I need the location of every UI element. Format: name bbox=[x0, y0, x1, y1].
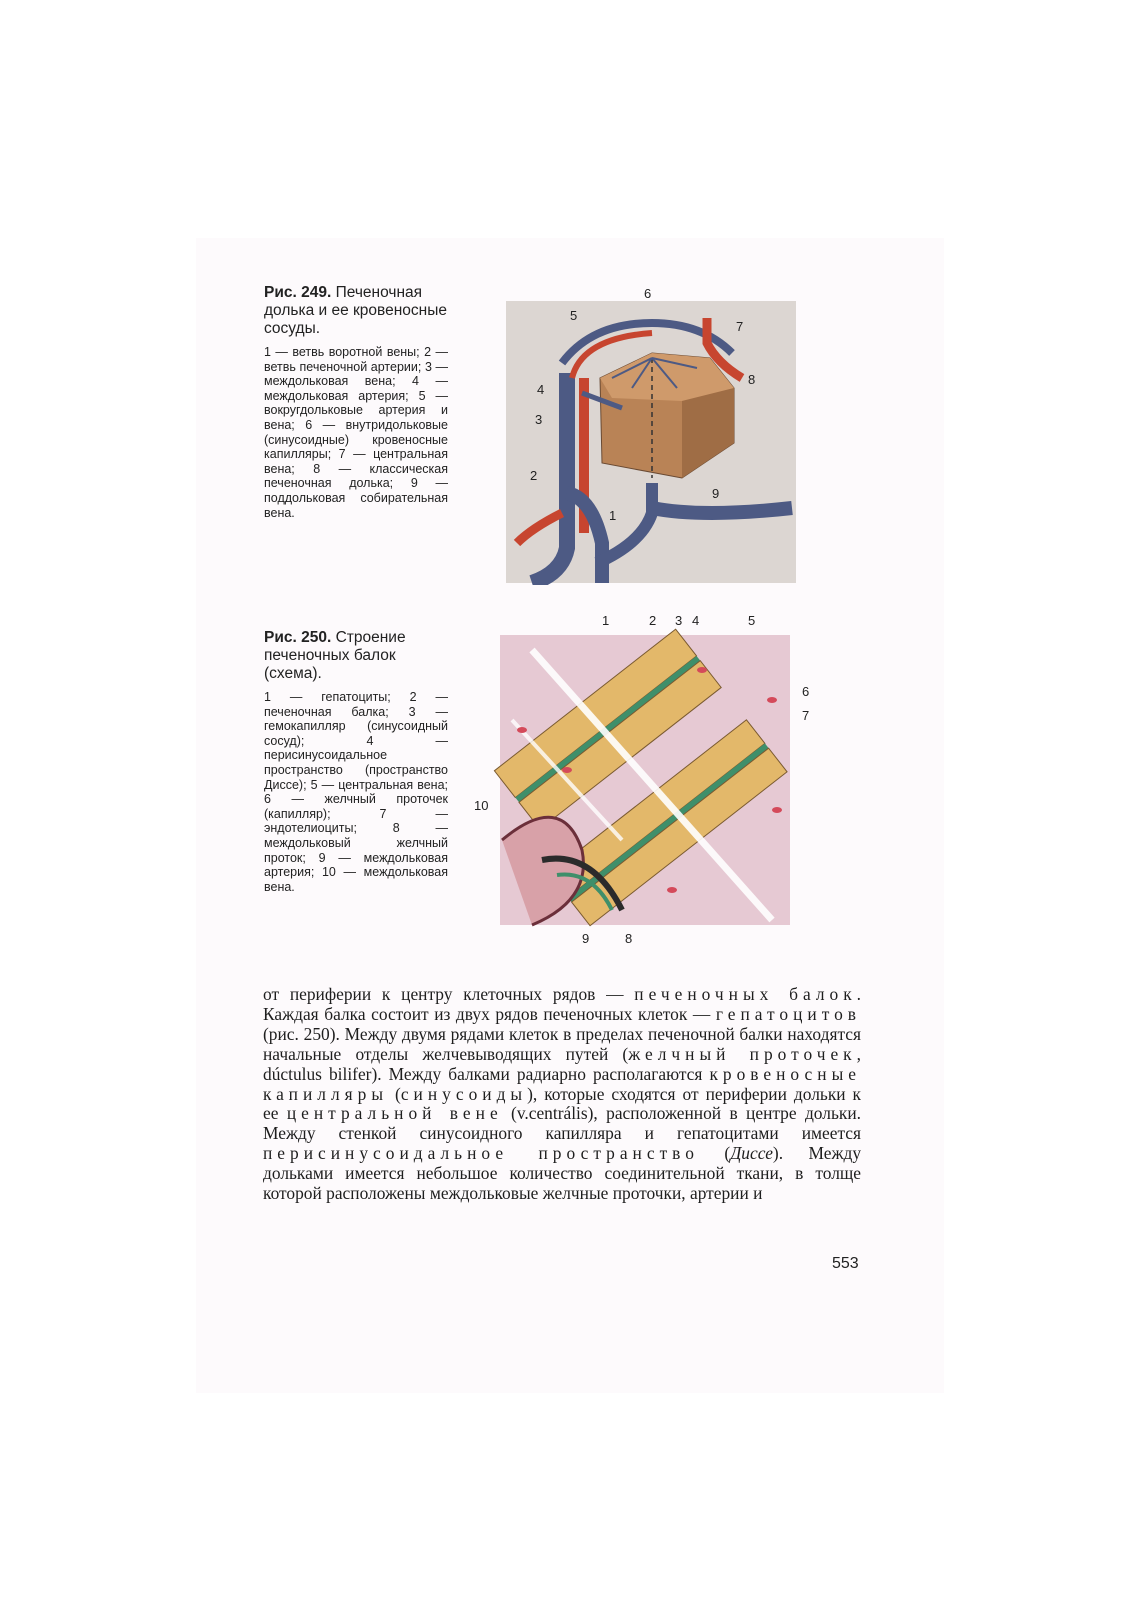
fig249-callout-2: 2 bbox=[530, 468, 538, 483]
body-paragraph bbox=[263, 985, 861, 1204]
term-disse: Диссе bbox=[730, 1143, 773, 1164]
fig250-callout-2: 2 bbox=[649, 613, 657, 628]
term-perisinusoidalnoe-prostranstvo: перисинусоидальное пространство bbox=[263, 1143, 699, 1164]
fig249-callout-4: 4 bbox=[537, 382, 545, 397]
term-centralnaya-vena: центральной вене bbox=[286, 1103, 503, 1124]
fig249-caption bbox=[264, 284, 448, 520]
term-sinusoidy: синусоиды bbox=[400, 1083, 528, 1104]
fig249-callout-5: 5 bbox=[570, 308, 578, 323]
fig250-legend: 1 — гепатоциты; 2 — печеночная балка; 3 — гемокапилляр (синусоидный сосуд); 4 — перисинусоидальное пространство (пространство Диссе); 5 — центральная вена; 6 — желчный проточек (капилляр); 7 — эндотелиоциты; 8 — междольковый желчный проток; 9 — междольковая артерия; 10 — междольковая вена. bbox=[264, 690, 448, 894]
body-text-6: ), которые сходятся от периферии дольки к ее bbox=[263, 1083, 862, 1124]
fig249-callout-7: 7 bbox=[736, 319, 744, 334]
body-text-8: ( bbox=[698, 1143, 731, 1164]
fig249-label: Рис. 249. bbox=[264, 284, 332, 301]
body-text-3: (рис. 250). Между двумя рядами клеток в пределах печеночной балки находятся начальные отделы желчевыводящих путей ( bbox=[263, 1023, 861, 1064]
fig250-title-block bbox=[264, 629, 448, 683]
term-gepatocity: гепатоцитов bbox=[715, 1003, 861, 1024]
fig250-callout-9: 9 bbox=[582, 931, 590, 946]
fig250-callout-3: 3 bbox=[675, 613, 683, 628]
fig249-illustration bbox=[502, 283, 798, 585]
body-text-1: от периферии к центру клеточных рядов — bbox=[263, 984, 635, 1004]
fig249-legend: 1 — ветвь воротной вены; 2 — ветвь печеночной артерии; 3 — междольковая вена; 4 — междольковая артерия; 5 — вокругдольковые артерия и вена; 6 — внутридольковые (синусоидные) кровеносные капилляры; 7 — центральная вена; 8 — классическая печеночная долька; 9 — поддольковая собирательная вена. bbox=[264, 345, 448, 520]
fig250-callout-6: 6 bbox=[802, 684, 810, 699]
body-text-2: . Каждая балка состоит из двух рядов печеночных клеток — bbox=[263, 984, 861, 1024]
fig250-callout-5: 5 bbox=[748, 613, 756, 628]
fig250-callout-10: 10 bbox=[474, 798, 489, 813]
fig250-callout-1: 1 bbox=[602, 613, 610, 628]
page-number: 553 bbox=[832, 1255, 859, 1272]
body-text-4: , dúctulus bilifer). Между балками радиарно располагаются bbox=[263, 1043, 861, 1084]
fig249-title-block bbox=[264, 284, 448, 338]
fig250-callout-4: 4 bbox=[692, 613, 700, 628]
fig250-label: Рис. 250. bbox=[264, 629, 332, 646]
fig249-title: Печеночная долька и ее кровеносные сосуды. bbox=[264, 284, 447, 337]
fig249-callout-9: 9 bbox=[712, 486, 720, 501]
fig250-title: Строение печеночных балок (схема). bbox=[264, 629, 406, 682]
fig249-callout-1: 1 bbox=[609, 508, 617, 523]
term-krovenosnye-kapillyary: кровеносные капилляры bbox=[263, 1063, 861, 1104]
fig249-callout-6: 6 bbox=[644, 286, 652, 301]
fig250-callout-7: 7 bbox=[802, 708, 810, 723]
body-text-5: ( bbox=[388, 1083, 401, 1104]
body-text-7: (v.centrális), расположенной в центре дольки. Между стенкой синусоидного капилляра и гепатоцитами имеется bbox=[263, 1103, 861, 1144]
fig250-callout-8: 8 bbox=[625, 931, 633, 946]
term-zhelchnyi-protochek: желчный проточек bbox=[628, 1043, 857, 1064]
fig250-caption bbox=[264, 629, 448, 894]
term-pechenochnye-balki: печеночных балок bbox=[634, 984, 857, 1004]
fig249-callout-3: 3 bbox=[535, 412, 543, 427]
fig250-illustration bbox=[472, 610, 817, 950]
fig249-callout-8: 8 bbox=[748, 372, 756, 387]
body-text-9: ). Между дольками имеется небольшое количество соединительной ткани, в толще которой расположены междольковые желчные проточки, артерии и bbox=[263, 1143, 862, 1204]
